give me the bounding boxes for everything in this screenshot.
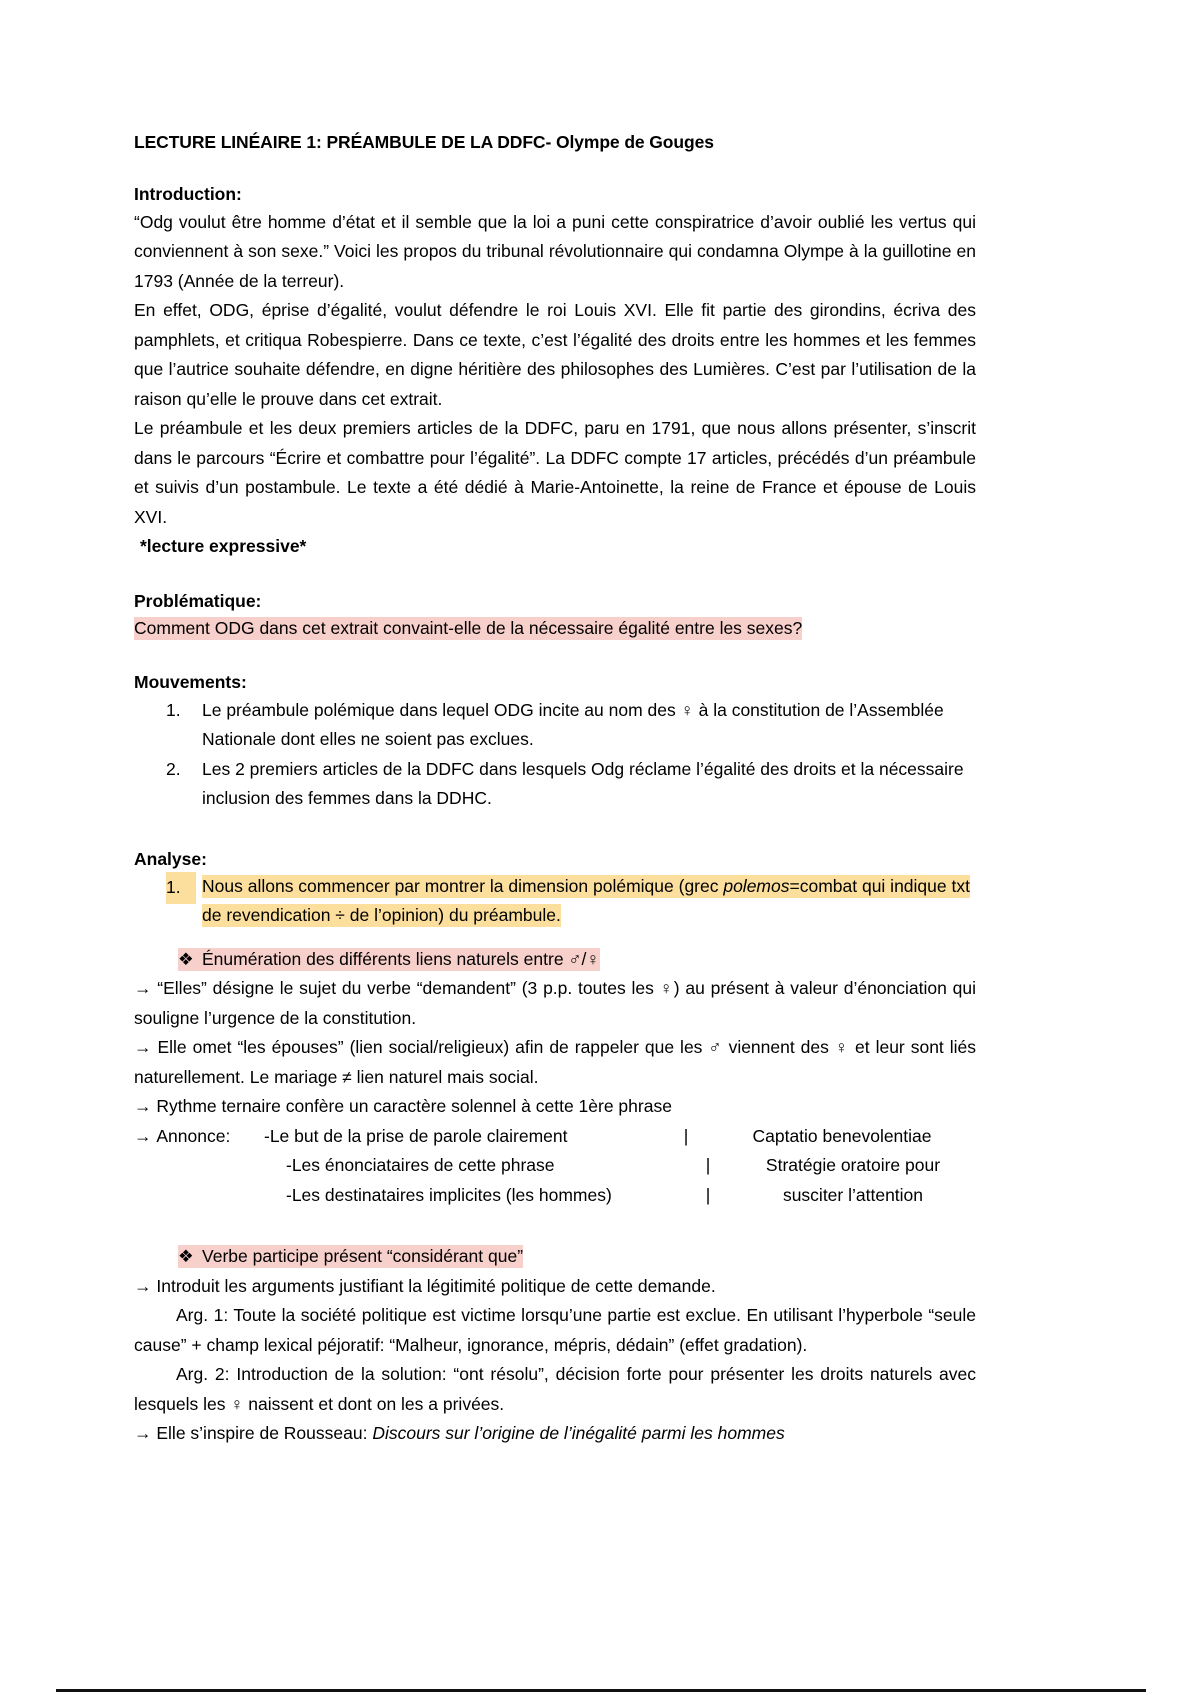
column-divider-icon: | [705, 1155, 711, 1176]
list-item [134, 696, 976, 755]
argument-1-label: Arg. 1: [176, 1305, 229, 1326]
bullet-2-point-text: Introduit les arguments justifiant la légitimité politique de cette demande. [156, 1275, 716, 1296]
bullet-2-text: Verbe participe présent “considérant que” [202, 1246, 524, 1267]
mars-icon: ♂ [568, 948, 582, 969]
bullet-1-point-2 [134, 1033, 976, 1092]
bullet-2-row [134, 1242, 976, 1272]
argument-2 [134, 1360, 976, 1419]
intro-paragraph-3: Le préambule et les deux premiers articles de la DDFC, paru en 1791, que nous allons présenter, s’inscrit dans le parcours “Écrire et combattre pour l’égalité”. La DDFC compte 17 articles, précédés d’un préambule et suivis d’un postambule. Le texte a été dédié à Marie-Antoinette, la reine de France et épouse de Louis XVI. [134, 418, 976, 527]
diamond-bullet-icon: ❖ [178, 1246, 194, 1267]
intro-paragraph-2: En effet, ODG, éprise d’égalité, voulut défendre le roi Louis XVI. Elle fit partie des girondins, écriva des pamphlets, et critiqua Robespierre. Dans ce texte, c’est l’égalité des droits entre les hommes et les femmes que l’autrice souhaite défendre, en digne héritière des philosophes des Lumières. C’est par l’utilisation de la raison qu’elle le prouve dans cet extrait. [134, 300, 976, 409]
annonce-row [134, 1122, 976, 1152]
venus-icon: ♀ [230, 1393, 244, 1414]
column-divider-icon: | [683, 1125, 689, 1146]
list-marker: 1. [166, 872, 196, 905]
argument-2-label: Arg. 2: [176, 1364, 230, 1385]
diamond-bullet-icon: ❖ [178, 948, 194, 969]
symbol-separator: / [581, 948, 587, 969]
annonce-label: Annonce: [156, 1125, 231, 1146]
intro-paragraph-1: “Odg voulut être homme d’état et il semble que la loi a puni cette conspiratrice d’avoir oublié les vertus qui conviennent à son sexe.” Voici les propos du tribunal révolutionnaire qui condamna Olympe à la guillotine en 1793 (Année de la terreur). [134, 211, 976, 291]
annonce-left-2: -Les énonciataires de cette phrase [286, 1155, 555, 1176]
annonce-right-2: Stratégie oratoire pour [765, 1155, 941, 1176]
annonce-row [134, 1181, 976, 1211]
venus-icon: ♀ [834, 1037, 850, 1058]
argument-1 [134, 1301, 976, 1360]
argument-1-text: Toute la société politique est victime lorsqu’une partie est exclue. En utilisant l’hyperbole “seule cause” + champ lexical péjoratif: “Malheur, ignorance, mépris, dédain” (effet gradation). [134, 1305, 976, 1355]
analyse-point-1-text [202, 875, 970, 928]
annonce-right-1: Captatio benevolentiae [752, 1125, 932, 1146]
mouvement-1-text-a: Le préambule polémique dans lequel ODG incite au nom des [202, 699, 681, 720]
arrow-icon: → [134, 1037, 152, 1058]
closing-text: Elle s’inspire de Rousseau: [156, 1423, 373, 1444]
bullet-1-highlight [178, 948, 600, 971]
argument-2-text-a: Introduction de la solution: “ont résolu”, décision forte pour présenter les droits naturels avec lesquels les [134, 1364, 976, 1414]
list-marker: 1. [166, 699, 181, 720]
problematique-question-row [134, 614, 976, 644]
annonce-row [134, 1151, 976, 1181]
list-item-text: Les 2 premiers articles de la DDFC dans lesquels Odg réclame l’égalité des droits et la nécessaire inclusion des femmes dans la DDHC. [202, 758, 964, 809]
annonce-right-3: susciter l’attention [782, 1184, 924, 1205]
column-divider-icon: | [705, 1184, 711, 1205]
venus-icon: ♀ [586, 948, 600, 969]
heading-problematique: Problématique: [134, 590, 262, 611]
heading-introduction: Introduction: [134, 184, 242, 205]
annonce-left-1: -Le but de la prise de parole clairement [264, 1125, 568, 1146]
page-title: LECTURE LINÉAIRE 1: PRÉAMBULE DE LA DDFC- Olympe de Gouges [134, 132, 714, 152]
mouvements-list [134, 696, 976, 814]
heading-mouvements: Mouvements: [134, 672, 247, 693]
venus-icon: ♀ [659, 978, 674, 999]
document-body [134, 130, 976, 1449]
closing-line [134, 1419, 976, 1449]
argument-2-text-b: naissent et dont on les a privées. [243, 1393, 505, 1414]
bullet-1-row [134, 945, 976, 975]
bullet-1-point-3 [134, 1092, 976, 1122]
greek-term-polemos: polemos [723, 875, 790, 896]
bullet-1-point-1 [134, 974, 976, 1033]
point-1-text-b: ) au présent à valeur d’énonciation qui souligne l’urgence de la constitution. [134, 978, 976, 1028]
rousseau-work-title: Discours sur l’origine de l’inégalité parmi les hommes [372, 1423, 785, 1444]
bullet-2-point-1 [134, 1272, 976, 1302]
point-2-text-b: viennent des [722, 1037, 835, 1058]
list-marker: 2. [166, 758, 181, 779]
arrow-icon: → [134, 1125, 152, 1146]
annonce-block [134, 1122, 976, 1211]
list-item-text [202, 700, 944, 750]
point-2-text-a: Elle omet “les épouses” (lien social/religieux) afin de rappeler que les [157, 1037, 709, 1058]
mouvement-1-text-b: à la constitution de l’Assemblée Nationale dont elles ne soient pas exclues. [202, 699, 944, 750]
heading-analyse: Analyse: [134, 848, 207, 869]
arrow-icon: → [134, 1423, 152, 1444]
point-3-text: Rythme ternaire confère un caractère solennel à cette 1ère phrase [156, 1096, 672, 1117]
list-item [134, 755, 976, 814]
point-1-text-a: “Elles” désigne le sujet du verbe “demandent” (3 p.p. toutes les [157, 978, 660, 999]
analyse-point-1-a: Nous allons commencer par montrer la dimension polémique (grec [202, 875, 724, 896]
arrow-icon: → [134, 978, 152, 999]
bullet-1-text: Énumération des différents liens naturels entre [202, 948, 569, 969]
intro-note: *lecture expressive* [140, 536, 307, 557]
analyse-point-1-b: =combat qui indique txt de revendication ÷ de l’opinion) du préambule. [202, 875, 970, 926]
mars-icon: ♂ [708, 1037, 723, 1058]
venus-icon: ♀ [680, 699, 694, 720]
footer-divider [56, 1689, 1146, 1692]
bullet-2-highlight [178, 1245, 523, 1268]
point-2-text-c: et leur sont liés naturellement. Le mariage ≠ lien naturel mais social. [134, 1037, 977, 1087]
problematique-question: Comment ODG dans cet extrait convaint-elle de la nécessaire égalité entre les sexes? [134, 617, 803, 638]
analyse-list [134, 872, 976, 931]
arrow-icon: → [134, 1275, 152, 1296]
annonce-lead [134, 1122, 264, 1152]
annonce-left-3: -Les destinataires implicites (les hommes) [286, 1184, 612, 1205]
arrow-icon: → [134, 1096, 152, 1117]
list-item [134, 872, 976, 931]
